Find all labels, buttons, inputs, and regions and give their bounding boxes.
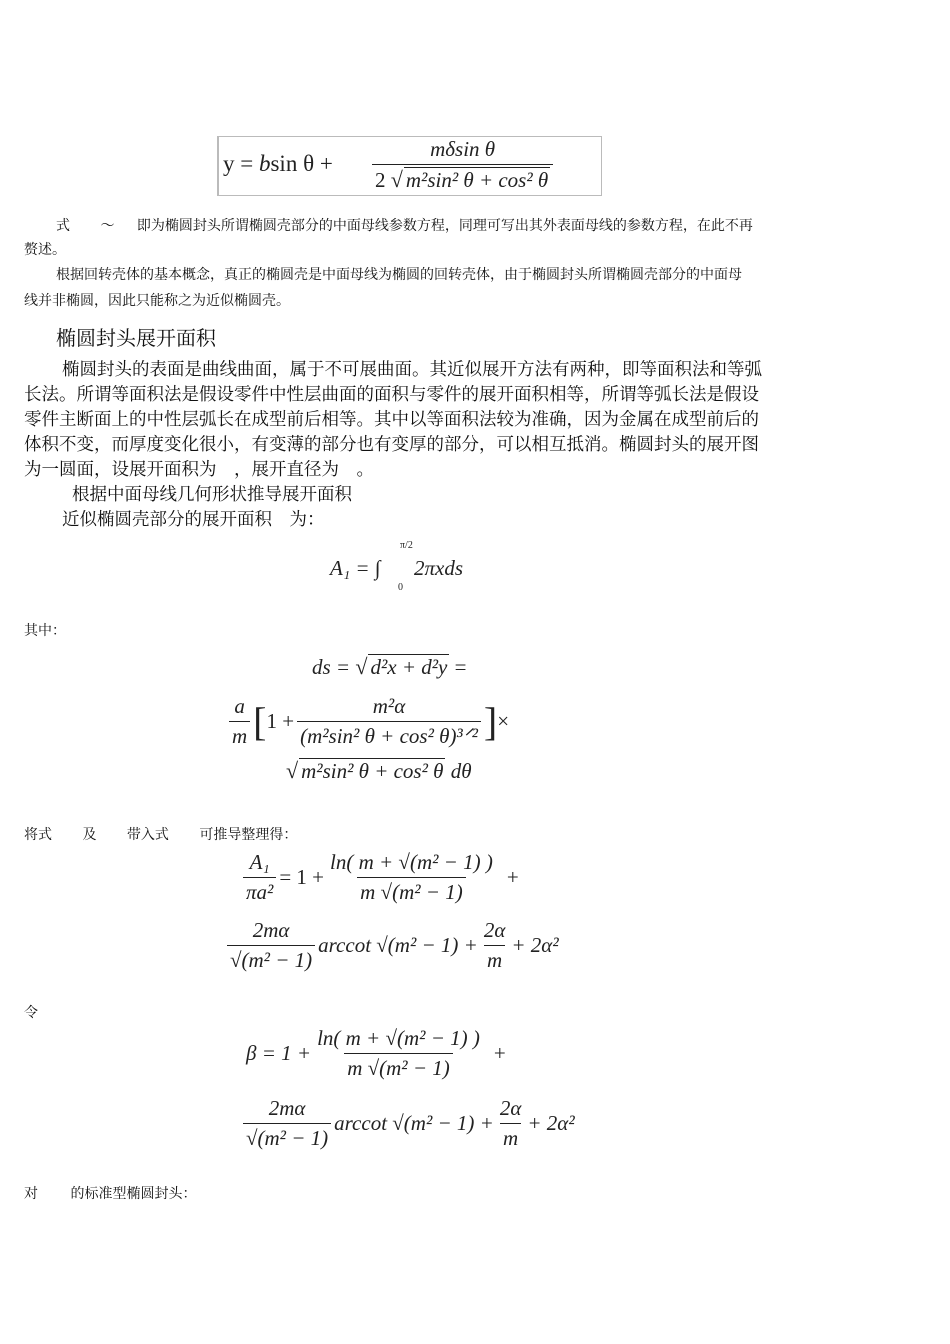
eq1-numerator: mδsin θ <box>430 137 496 161</box>
eq5-tail: + 2α² <box>527 1111 575 1135</box>
paragraph-3-line5: 为一圆面，设展开面积为 ，展开直径为 。 <box>24 460 374 480</box>
eq4-lhs-fraction: $\frac{\text{A₁}}{\text{πa²}}$ <box>243 850 276 905</box>
p5-w2: 的标准型椭圆封头： <box>70 1186 197 1202</box>
eq1-denominator: 2 √ m²sin² θ + cos² θ <box>372 164 553 193</box>
eq1-fraction <box>372 137 553 193</box>
p4-w3: 带入式 <box>126 827 169 843</box>
equation-4-line2 <box>224 918 559 973</box>
eq3-a-over-m: $\frac{a}{m}$ <box>229 694 250 749</box>
eq2-lhs: A₁ = ∫ <box>330 556 381 580</box>
paragraph-3-line2: 长法。所谓等面积法是假设零件中性层曲面的面积与零件的展开面积相等，所谓等弧长法是假设 <box>24 385 759 405</box>
p1-tilde: ～ <box>100 218 115 234</box>
subheading-1: 根据中面母线几何形状推导展开面积 <box>72 485 352 505</box>
paragraph-2-line1: 根据回转壳体的基本概念，真正的椭圆壳是中面母线为椭圆的回转壳体，由于椭圆封头所谓椭圆壳部分的中面母 <box>56 267 742 283</box>
label-where: 其中： <box>24 623 66 639</box>
p5-w1: 对 <box>24 1186 38 1202</box>
equation-5-line2 <box>240 1096 575 1151</box>
eq1-sin: sin θ + <box>270 151 333 176</box>
paragraph-4 <box>24 824 297 844</box>
eq3-one: 1 + <box>266 709 295 733</box>
equation-3-line1: ds = √ d²x + d²y = <box>312 654 467 679</box>
paragraph-3-line4: 体积不变，而厚度变化很小，有变薄的部分也有变厚的部分，可以相互抵消。椭圆封头的展开图 <box>24 435 759 455</box>
label-let: 令 <box>24 1005 38 1021</box>
eq5-f2: $\frac{2m\alpha}{\text{√(m² − 1)}}$ <box>243 1096 331 1151</box>
eq3-open-bracket: [ <box>253 699 267 744</box>
eq4-ln-fraction: $\frac{\text{ln( m + √(m² − 1) )}}{\text{m √(m² − 1)}}$ <box>330 850 493 904</box>
eq5-plus: + <box>493 1041 506 1065</box>
eq4-arccot: arccot √(m² − 1) + <box>318 933 478 957</box>
paragraph-1-line2: 赘述。 <box>24 242 66 258</box>
paragraph-3-line3: 零件主断面上的中性层弧长在成型前后相等。其中以等面积法较为准确，因为金属在成型前后的 <box>24 410 759 430</box>
eq1-b: b <box>258 151 271 176</box>
p4-w4: 可推导整理得： <box>199 827 298 843</box>
eq5-f3: $\frac{2\alpha}{m}$ <box>499 1096 522 1150</box>
eq5-ln-fraction: $\frac{\text{ln( m + √(m² − 1) )}}{\text{m √(m² − 1)}}$ <box>317 1026 480 1080</box>
p4-w1: 将式 <box>24 827 52 843</box>
eq3-fraction: $\frac{\text{m²α}}{\text{(m²sin² θ + cos² θ)³ᐟ²}}$ <box>297 694 481 749</box>
paragraph-3-line1: 椭圆封头的表面是曲线曲面，属于不可展曲面。其近似展开方法有两种，即等面积法和等弧 <box>62 360 762 380</box>
p1-text: 即为椭圆封头所谓椭圆壳部分的中面母线参数方程，同理可写出其外表面母线的参数方程，在此不再 <box>136 218 753 234</box>
paragraph-1-line1 <box>56 215 753 235</box>
equation-3-line3: √ m²sin² θ + cos² θ dθ <box>286 758 472 783</box>
eq5-arccot: arccot √(m² − 1) + <box>334 1111 494 1135</box>
eq1-lhs: y = <box>223 151 259 176</box>
eq4-f2: $\frac{2m\alpha}{\text{√(m² − 1)}}$ <box>227 918 315 973</box>
eq3-close-bracket: ] <box>483 699 498 744</box>
eq3-times: × <box>497 709 510 733</box>
eq4-eq-one: = 1 + <box>279 865 325 889</box>
subheading-2: 近似椭圆壳部分的展开面积 为： <box>62 510 325 530</box>
eq2-integrand: 2πxds <box>414 556 464 580</box>
eq4-f3: $\frac{2\alpha}{m}$ <box>483 918 506 972</box>
equation-2 <box>330 540 500 596</box>
paragraph-5 <box>24 1183 196 1203</box>
p4-w2: 及 <box>82 827 97 843</box>
equation-4-line1 <box>240 850 519 905</box>
eq5-lhs: β = 1 + <box>246 1041 312 1065</box>
equation-1 <box>217 136 602 196</box>
section-heading: 椭圆封头展开面积 <box>56 326 216 350</box>
eq2-lower-limit: 0 <box>398 582 403 593</box>
eq2-upper-limit: π/2 <box>400 540 413 551</box>
p1-label: 式 <box>56 218 70 234</box>
eq4-plus: + <box>506 865 519 889</box>
paragraph-2-line2: 线并非椭圆，因此只能称之为近似椭圆壳。 <box>24 293 290 309</box>
equation-5-line1 <box>246 1026 506 1081</box>
eq4-tail: + 2α² <box>511 933 559 957</box>
equation-3-line2 <box>226 694 509 749</box>
